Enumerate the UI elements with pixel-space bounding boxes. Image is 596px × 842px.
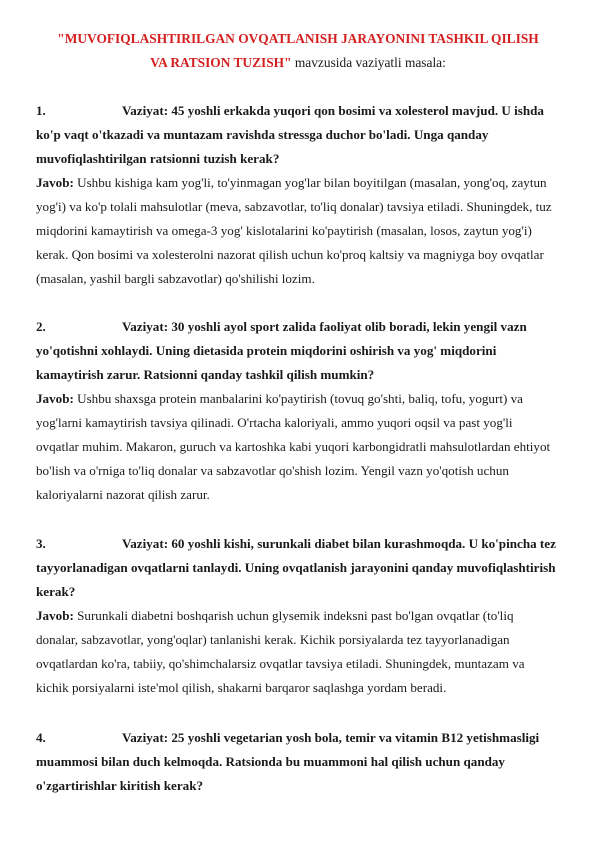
title-suffix: mavzusida vaziyatli masala:	[291, 55, 446, 70]
situation-3-answer-text: Surunkali diabetni boshqarish uchun glysemik indeksni past bo'lgan ovqatlar (to'liq donalar, sabzavotlar, yong'oqlar) tanlanishi kerak. Kichik porsiyalarda tez tayyorlanadigan ovqatlardan ko'ra, tabiiy, qo'shimchalarsiz ovqatlar tavsiya etiladi. Shuningdek, muntazam va kichik porsiyalarni iste'mol qilish, shakarni barqaror saqlashga yordam beradi.	[36, 608, 525, 695]
situation-3-answer	[36, 604, 556, 700]
title-line-2: VA RATSION TUZISH"	[150, 55, 292, 70]
situation-1-question	[36, 99, 556, 171]
situation-1-answer-text: Ushbu kishiga kam yog'li, to'yinmagan yog'lar bilan boyitilgan (masalan, yong'oq, zaytun yog'i) va ko'p tolali mahsulotlar (meva, sabzavotlar, to'liq donalar) tavsiya etiladi. Shuningdek, tuz miqdorini kamaytirish va omega-3 yog' kislotalarini ko'paytirish (masalan, losos, zaytun yog'i) kerak. Qon bosimi va xolesterolni nazorat qilish uchun ko'proq kaltsiy va magniyga boy ovqatlar (masalan, yashil bargli sabzavotlar) qo'shilishi lozim.	[36, 175, 552, 286]
situation-1-number: 1.	[36, 103, 46, 118]
situation-4-question-text: Vaziyat: 25 yoshli vegetarian yosh bola, temir va vitamin B12 yetishmasligi muammosi bilan duch kelmoqda. Ratsionda bu muammoni hal qilish uchun qanday o'zgartirishlar kiritish kerak?	[36, 730, 540, 793]
situation-4-number: 4.	[36, 730, 46, 745]
title-line-1: "MUVOFIQLASHTIRILGAN OVQATLANISH JARAYONINI TASHKIL QILISH	[57, 31, 539, 46]
situation-3-number: 3.	[36, 536, 46, 551]
situation-3-question	[36, 532, 556, 604]
situation-4-question	[36, 726, 556, 798]
situation-3-question-text: Vaziyat: 60 yoshli kishi, surunkali diabet bilan kurashmoqda. U ko'pincha tez tayyorlanadigan ovqatlarni tanlaydi. Uning ovqatlanish jarayonini qanday muvofiqlashtirish kerak?	[36, 536, 556, 599]
situation-3	[36, 532, 556, 700]
situation-2-number: 2.	[36, 319, 46, 334]
situation-2-question-text: Vaziyat: 30 yoshli ayol sport zalida faoliyat olib boradi, lekin yengil vazn yo'qotishni xohlaydi. Uning dietasida protein miqdorini oshirish va yog' miqdorini kamaytirish zarur. Ratsionni qanday tashkil qilish mumkin?	[36, 319, 527, 382]
situation-1	[36, 99, 556, 291]
situation-2	[36, 315, 556, 507]
situation-1-question-text: Vaziyat: 45 yoshli erkakda yuqori qon bosimi va xolesterol mavjud. U ishda ko'p vaqt o'tkazadi va muntazam ravishda stressga duchor bo'ladi. Unga qanday muvofiqlashtirilgan ratsionni tuzish kerak?	[36, 103, 544, 166]
situation-2-answer-label: Javob:	[36, 391, 74, 406]
situation-2-answer	[36, 387, 556, 507]
situation-2-answer-text: Ushbu shaxsga protein manbalarini ko'paytirish (tovuq go'shti, baliq, tofu, yogurt) va yog'larni kamaytirish tavsiya qilinadi. O'rtacha kaloriyali, ammo yuqori oqsil va past yog'li ovqatlar muhim. Makaron, guruch va kartoshka kabi yuqori karbongidratli mahsulotlardan ehtiyot bo'lish va o'rniga to'liq donalar va sabzavotlar qo'shish lozim. Yengil vazn yo'qotish uchun kaloriyalarni nazorat qilish zarur.	[36, 391, 551, 502]
document-title	[30, 27, 566, 75]
situation-1-answer	[36, 171, 556, 291]
situation-4	[36, 726, 556, 798]
situation-2-question	[36, 315, 556, 387]
situation-3-answer-label: Javob:	[36, 608, 74, 623]
situation-1-answer-label: Javob:	[36, 175, 74, 190]
